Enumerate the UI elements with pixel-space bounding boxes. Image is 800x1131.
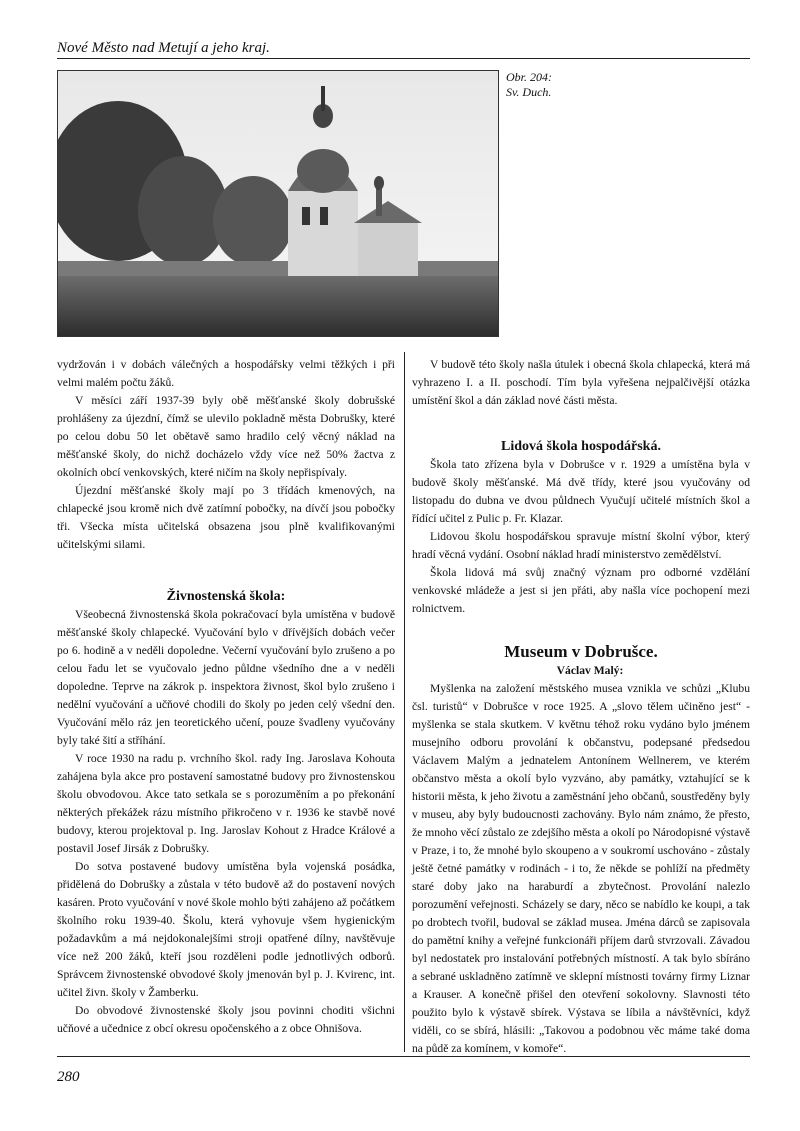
paragraph: Lidovou školu hospodářskou spravuje místní školní výbor, který hradí věcná vydání. Osobní náklad hradí ministerstvo zemědělství. (412, 530, 750, 561)
running-head: Nové Město nad Metují a jeho kraj. (57, 40, 270, 56)
author-name: Václav Malý: (556, 664, 624, 677)
right-column (412, 356, 750, 1058)
paragraph: Škola lidová má svůj značný význam pro odborné vzdělání venkovské mládeže a jest si jen přáti, aby našla více pochopení mezi rolnictvem. (412, 566, 750, 615)
paragraph: Újezdní měšťanské školy mají po 3 třídách kmenových, na chlapecké jsou kromě nich dvě zatímní pobočky, na dívčí jsou pobočky tři. Všecka místa učitelská obsazena jsou plně kvalifikovanými učitelskými silami. (57, 484, 395, 551)
figure-caption (506, 70, 552, 100)
caption-title: Sv. Duch. (506, 85, 552, 99)
paragraph: Myšlenka na založení městského musea vznikla ve schůzi „Klubu čsl. turistů“ v Dobrušce v roce 1925. A „slovo tělem učiněno jest“ - myšlenka se stala skutkem. V květnu téhož roku vydáno bylo jménem musejního odboru provolání k občanstvu, podepsané předsedou Václavem Malým a jednatelem Antonínem Wellnerem, ve kterém občanstvo města a okolí bylo vyzváno, aby památky, vztahující se k historii města, k jeho životu a zaměstnání jeho občanů, soustředěny byly v museu, aby byly budoucnosti zachovány. Bylo nám známo, že přesto, že mnoho věcí zůstalo ze zdejšího města a okolí po Národopisné výstavě v Praze, i to, že mnohé bylo skoupeno a v soukromí uschováno - zůstaly ještě četné památky v rodinách - i to, že někde se pohlíží na předměty staré doby jako na haraburdí a zbytečnost. Provolání nalezlo porozumění veřejnosti. Scházely se dary, něco se nabídlo ke koupi, a tak po drobtech tvořil, budoval se základ musea. Jména dárců se zapisovala do pamětní knihy a veřejné funkcionáři příjem darů stvrzovali. Závadou byl nedostatek pro instalování potřebných místností. A tak bylo sbíráno a sebrané uskladněno zatímně ve sklepní místnosti továrny firmy Liznar a Krauser. A konečně přišel den otevření sokolovny. Slavnosti této použito bylo k výstavě sbírek. Výstava se líbila a návštěvníci, když viděli, co se sbírá, hlásili: „Takovou a podobnou věc máme také doma na půdě za komínem, v komoře“. (412, 682, 750, 1055)
footer-rule (57, 1056, 750, 1057)
paragraph: Do obvodové živnostenské školy jsou povinni choditi všichni učňové a učednice z obcí okresu opočenského a z obce Ohnišova. (57, 1004, 395, 1035)
paragraph: Škola tato zřízena byla v Dobrušce v r. 1929 a umístěna byla v budově školy měšťanské. Má dvě třídy, které jsou vyučovány od listopadu do dubna ve dvou půldnech Vyučují učitelé místních škol a řídící učitel z Pulic p. Fr. Klazar. (412, 458, 750, 525)
column-divider (404, 352, 405, 1052)
section-heading: Živnostenská škola: (166, 589, 286, 604)
section-heading: Museum v Dobrušce. (504, 642, 658, 661)
page-number: 280 (57, 1069, 80, 1085)
paragraph: V budově této školy našla útulek i obecná škola chlapecká, která má vyhrazeno I. a II. poschodí. Tím byla vyřešena nejpalčivější otázka umístění škol a dán základ nové části města. (412, 358, 750, 407)
church-photo (57, 70, 499, 337)
left-column (57, 356, 395, 1038)
paragraph: Do sotva postavené budovy umístěna byla vojenská posádka, přidělená do Dobrušky a zůstala v této budově až do postavení nových kasáren. Proto vyučování v nové škole mohlo býti zahájeno až počátkem školního roku 1939-40. Školu, která vyhovuje všem hygienickým požadavkům a má nejdokonalejšími stroji opatřené dílny, navštěvuje více než 200 žáků, kteří jsou rozděleni podle jednotlivých odborů. Správcem živnostenské obvodové školy jmenován byl p. J. Kvirenc, int. učitel živn. školy v Žamberku. (57, 860, 395, 999)
header-rule (57, 58, 750, 59)
paragraph: V roce 1930 na radu p. vrchního škol. rady Ing. Jaroslava Kohouta zahájena byla akce pro postavení samostatné budovy pro živnostenskou školu obvodovou. Akce tato setkala se s porozuměním a po překonání některých překážek rázu místního přikročeno v r. 1936 ke stavbě nové budovy, kterou projektoval p. Ing. Jaroslav Kohout z Hradce Králové a postavil Josef Jirsák z Dobrušky. (57, 752, 395, 855)
caption-number: Obr. 204: (506, 70, 553, 84)
paragraph: vydržován i v dobách válečných a hospodářsky velmi těžkých i při velmi malém počtu žáků. (57, 358, 395, 389)
section-heading: Lidová škola hospodářská. (501, 439, 661, 454)
paragraph: Všeobecná živnostenská škola pokračovací byla umístěna v budově měšťanské školy chlapecké. Vyučování bylo v dřívějších dobách večer po 6. hodině a v neděli dopoledne. Večerní vyučování bylo zrušeno a po celou řadu let se vyučovalo jedno půldne všedního dne a v neděli dopoledne. Teprve na zákrok p. inspektora živnost, škol bylo zrušeno i nedělní vyučování a učňové chodili do školy po jeden celý všední den. Vyučování mělo ráz jen teoretického učení, pouze švadleny vyučovány byly také šití a stříhání. (57, 608, 395, 747)
paragraph: V měsíci září 1937-39 byly obě měšťanské školy dobrušské prohlášeny za újezdní, čímž se ulevilo pokladně města Dobrušky, které po celou dobu 50 let obětavě samo hradilo celý věcný náklad na měšťanské školy, do nichž docházelo vždy více než 50% žactva z okolních obcí venkovských, které ničím na školy nepřispívaly. (57, 394, 395, 479)
